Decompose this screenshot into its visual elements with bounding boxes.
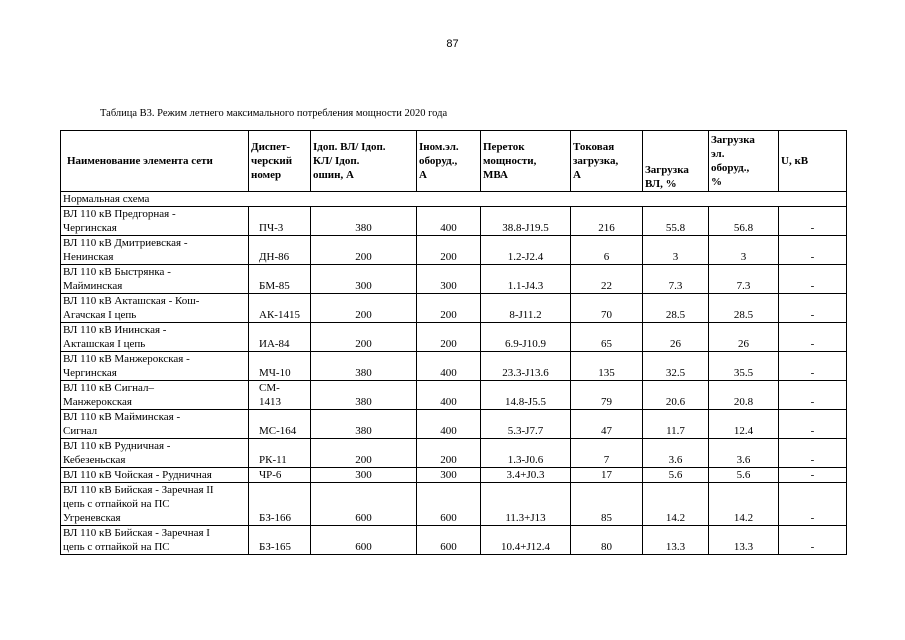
cell-i-nom: 300 xyxy=(417,265,481,294)
header-load-equip: Загрузка эл. оборуд., % xyxy=(709,131,779,192)
header-name: Наименование элемента сети xyxy=(61,131,249,192)
cell-i-nom: 400 xyxy=(417,352,481,381)
cell-i-nom: 600 xyxy=(417,526,481,555)
cell-i-nom: 200 xyxy=(417,323,481,352)
table-row xyxy=(61,439,847,468)
cell-i-nom: 400 xyxy=(417,381,481,410)
cell-code: БЗ-166 xyxy=(249,483,311,526)
cell-voltage: - xyxy=(779,294,847,323)
cell-code: БЗ-165 xyxy=(249,526,311,555)
table-row xyxy=(61,265,847,294)
cell-name: ВЛ 110 кВ Майминская - Сигнал xyxy=(61,410,249,439)
cell-flow: 10.4+J12.4 xyxy=(481,526,571,555)
cell-current: 7 xyxy=(571,439,643,468)
cell-flow: 1.3-J0.6 xyxy=(481,439,571,468)
cell-load-equip: 5.6 xyxy=(709,468,779,483)
cell-i-nom: 200 xyxy=(417,236,481,265)
cell-name: ВЛ 110 кВ Сигнал– Манжерокская xyxy=(61,381,249,410)
cell-i-nom: 200 xyxy=(417,294,481,323)
table-row xyxy=(61,323,847,352)
header-code: Диспет- черский номер xyxy=(249,131,311,192)
cell-name: ВЛ 110 кВ Предгорная - Чергинская xyxy=(61,207,249,236)
cell-current: 85 xyxy=(571,483,643,526)
cell-voltage: - xyxy=(779,352,847,381)
cell-i-nom: 200 xyxy=(417,439,481,468)
section-label: Нормальная схема xyxy=(61,192,847,207)
cell-code: ИА-84 xyxy=(249,323,311,352)
cell-i-dop: 380 xyxy=(311,352,417,381)
cell-flow: 1.2-J2.4 xyxy=(481,236,571,265)
table-row xyxy=(61,352,847,381)
cell-i-dop: 200 xyxy=(311,323,417,352)
cell-load-line: 7.3 xyxy=(643,265,709,294)
cell-name: ВЛ 110 кВ Дмитриевская - Ненинская xyxy=(61,236,249,265)
cell-flow: 3.4+J0.3 xyxy=(481,468,571,483)
cell-load-equip: 12.4 xyxy=(709,410,779,439)
cell-code: МЧ-10 xyxy=(249,352,311,381)
cell-name: ВЛ 110 кВ Ининская - Акташская I цепь xyxy=(61,323,249,352)
cell-load-equip: 28.5 xyxy=(709,294,779,323)
cell-load-line: 26 xyxy=(643,323,709,352)
cell-voltage: - xyxy=(779,207,847,236)
cell-i-dop: 380 xyxy=(311,207,417,236)
cell-current: 65 xyxy=(571,323,643,352)
cell-voltage: - xyxy=(779,468,847,483)
table-row xyxy=(61,483,847,526)
table-row xyxy=(61,207,847,236)
header-load-line: Загрузка ВЛ, % xyxy=(643,131,709,192)
cell-load-line: 3.6 xyxy=(643,439,709,468)
cell-current: 216 xyxy=(571,207,643,236)
cell-i-dop: 200 xyxy=(311,294,417,323)
table-row xyxy=(61,468,847,483)
cell-load-line: 5.6 xyxy=(643,468,709,483)
header-current: Токовая загрузка, А xyxy=(571,131,643,192)
cell-voltage: - xyxy=(779,439,847,468)
cell-current: 135 xyxy=(571,352,643,381)
cell-load-line: 28.5 xyxy=(643,294,709,323)
cell-flow: 8-J11.2 xyxy=(481,294,571,323)
cell-flow: 23.3-J13.6 xyxy=(481,352,571,381)
cell-voltage: - xyxy=(779,526,847,555)
cell-load-line: 3 xyxy=(643,236,709,265)
cell-load-equip: 7.3 xyxy=(709,265,779,294)
cell-current: 17 xyxy=(571,468,643,483)
cell-code: ДН-86 xyxy=(249,236,311,265)
header-row xyxy=(61,131,847,192)
cell-code: РК-11 xyxy=(249,439,311,468)
header-voltage: U, кВ xyxy=(779,131,847,192)
cell-current: 80 xyxy=(571,526,643,555)
cell-code: ЧР-6 xyxy=(249,468,311,483)
cell-flow: 14.8-J5.5 xyxy=(481,381,571,410)
cell-i-nom: 600 xyxy=(417,483,481,526)
cell-current: 70 xyxy=(571,294,643,323)
cell-load-equip: 3 xyxy=(709,236,779,265)
cell-current: 6 xyxy=(571,236,643,265)
cell-voltage: - xyxy=(779,265,847,294)
cell-load-equip: 3.6 xyxy=(709,439,779,468)
cell-flow: 1.1-J4.3 xyxy=(481,265,571,294)
section-row xyxy=(61,192,847,207)
cell-i-dop: 600 xyxy=(311,526,417,555)
cell-voltage: - xyxy=(779,410,847,439)
cell-current: 47 xyxy=(571,410,643,439)
cell-load-equip: 14.2 xyxy=(709,483,779,526)
cell-name: ВЛ 110 кВ Бийская - Заречная II цепь с отпайкой на ПС Угреневская xyxy=(61,483,249,526)
cell-name: ВЛ 110 кВ Чойская - Рудничная xyxy=(61,468,249,483)
cell-load-line: 13.3 xyxy=(643,526,709,555)
cell-i-dop: 380 xyxy=(311,381,417,410)
cell-load-line: 32.5 xyxy=(643,352,709,381)
cell-code: АК-1415 xyxy=(249,294,311,323)
cell-i-dop: 300 xyxy=(311,265,417,294)
cell-current: 22 xyxy=(571,265,643,294)
cell-code: МС-164 xyxy=(249,410,311,439)
cell-load-line: 11.7 xyxy=(643,410,709,439)
cell-load-equip: 13.3 xyxy=(709,526,779,555)
cell-flow: 38.8-J19.5 xyxy=(481,207,571,236)
table-row xyxy=(61,294,847,323)
header-flow: Переток мощности, МВА xyxy=(481,131,571,192)
cell-load-equip: 26 xyxy=(709,323,779,352)
table-row xyxy=(61,381,847,410)
cell-code: ПЧ-3 xyxy=(249,207,311,236)
cell-voltage: - xyxy=(779,483,847,526)
cell-i-nom: 400 xyxy=(417,207,481,236)
table-row xyxy=(61,526,847,555)
cell-i-dop: 600 xyxy=(311,483,417,526)
cell-flow: 11.3+J13 xyxy=(481,483,571,526)
cell-voltage: - xyxy=(779,236,847,265)
cell-i-nom: 300 xyxy=(417,468,481,483)
table-row xyxy=(61,410,847,439)
cell-name: ВЛ 110 кВ Бийская - Заречная I цепь с отпайкой на ПС xyxy=(61,526,249,555)
table-body xyxy=(61,192,847,555)
cell-voltage: - xyxy=(779,381,847,410)
cell-load-line: 14.2 xyxy=(643,483,709,526)
load-table xyxy=(60,130,847,555)
cell-i-dop: 380 xyxy=(311,410,417,439)
cell-i-dop: 300 xyxy=(311,468,417,483)
header-i-nom: Iном.эл. оборуд., А xyxy=(417,131,481,192)
cell-load-equip: 20.8 xyxy=(709,381,779,410)
cell-code: СМ- 1413 xyxy=(249,381,311,410)
header-i-dop: Iдоп. ВЛ/ Iдоп. КЛ/ Iдоп. ошин, А xyxy=(311,131,417,192)
table-row xyxy=(61,236,847,265)
table-caption: Таблица В3. Режим летнего максимального потребления мощности 2020 года xyxy=(100,108,448,119)
cell-code: БМ-85 xyxy=(249,265,311,294)
cell-name: ВЛ 110 кВ Манжерокская - Чергинская xyxy=(61,352,249,381)
cell-load-equip: 35.5 xyxy=(709,352,779,381)
cell-voltage: - xyxy=(779,323,847,352)
cell-name: ВЛ 110 кВ Акташская - Кош- Агачская I цепь xyxy=(61,294,249,323)
cell-name: ВЛ 110 кВ Рудничная - Кебезеньская xyxy=(61,439,249,468)
page-number: 87 xyxy=(446,38,459,50)
cell-name: ВЛ 110 кВ Быстрянка - Майминская xyxy=(61,265,249,294)
cell-i-dop: 200 xyxy=(311,236,417,265)
cell-load-line: 20.6 xyxy=(643,381,709,410)
cell-load-equip: 56.8 xyxy=(709,207,779,236)
cell-i-dop: 200 xyxy=(311,439,417,468)
cell-load-line: 55.8 xyxy=(643,207,709,236)
cell-current: 79 xyxy=(571,381,643,410)
cell-i-nom: 400 xyxy=(417,410,481,439)
cell-flow: 6.9-J10.9 xyxy=(481,323,571,352)
cell-flow: 5.3-J7.7 xyxy=(481,410,571,439)
